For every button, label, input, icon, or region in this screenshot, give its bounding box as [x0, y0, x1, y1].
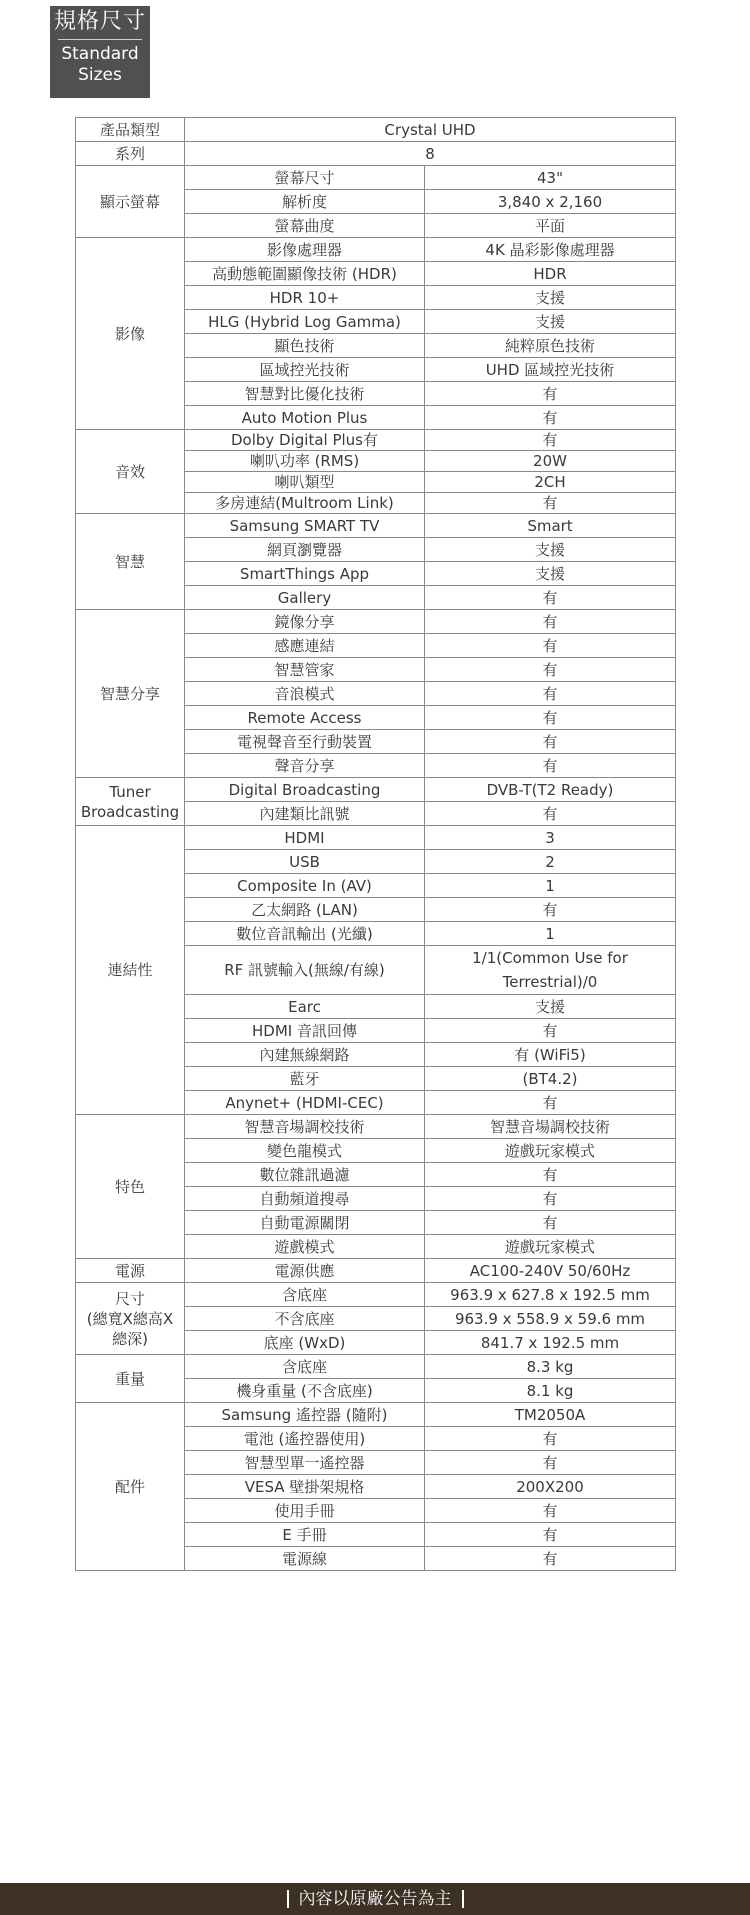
spec-value-cell: 支援	[425, 538, 676, 562]
spec-value-cell: 1	[425, 874, 676, 898]
spec-value-cell: 3	[425, 826, 676, 850]
spec-label-cell: 底座 (WxD)	[185, 1331, 425, 1355]
spec-label-cell: 數位雜訊過濾	[185, 1163, 425, 1187]
spec-label-cell: VESA 壁掛架規格	[185, 1475, 425, 1499]
spec-value-cell: 20W	[425, 451, 676, 472]
spec-value-cell: 有	[425, 1019, 676, 1043]
spec-value-cell: 有	[425, 586, 676, 610]
cell-line: 1/1(Common Use for	[472, 949, 628, 967]
spec-label-cell: 電視聲音至行動裝置	[185, 730, 425, 754]
spec-value-cell: 有	[425, 802, 676, 826]
spec-label-cell: 變色龍模式	[185, 1139, 425, 1163]
category-cell: 重量	[76, 1355, 185, 1403]
spec-label-cell: Earc	[185, 995, 425, 1019]
spec-value-cell: 有	[425, 1451, 676, 1475]
spec-value-cell: 支援	[425, 310, 676, 334]
spec-value-cell: 4K 晶彩影像處理器	[425, 238, 676, 262]
spec-label-cell: 感應連結	[185, 634, 425, 658]
spec-row	[76, 1259, 676, 1283]
spec-label-cell: 影像處理器	[185, 238, 425, 262]
spec-row	[76, 514, 676, 538]
spec-value-cell: 智慧音場調校技術	[425, 1115, 676, 1139]
spec-row	[76, 826, 676, 850]
spec-row	[76, 430, 676, 451]
spec-value-cell: DVB-T(T2 Ready)	[425, 778, 676, 802]
category-cell: 配件	[76, 1403, 185, 1571]
cell-line: Tuner	[109, 782, 151, 801]
spec-label-cell: 顯色技術	[185, 334, 425, 358]
cell-line: Broadcasting	[80, 802, 180, 821]
spec-row	[76, 1355, 676, 1379]
spec-label-cell: 藍牙	[185, 1067, 425, 1091]
spec-value-cell: 有	[425, 1523, 676, 1547]
spec-value-cell: 有	[425, 382, 676, 406]
category-cell: 系列	[76, 142, 185, 166]
category-cell: 顯示螢幕	[76, 166, 185, 238]
spec-value-cell: (BT4.2)	[425, 1067, 676, 1091]
spec-value-cell: HDR	[425, 262, 676, 286]
spec-value-cell: Smart	[425, 514, 676, 538]
cell-line: 總深)	[112, 1329, 148, 1348]
badge-title-en-line2: Sizes	[78, 65, 122, 85]
spec-label-cell: E 手冊	[185, 1523, 425, 1547]
spec-value-cell: 支援	[425, 995, 676, 1019]
spec-value-cell: 有	[425, 1499, 676, 1523]
category-cell: 影像	[76, 238, 185, 430]
spec-label-cell: 內建類比訊號	[185, 802, 425, 826]
badge-title-en-line1: Standard	[61, 44, 139, 64]
spec-row	[76, 118, 676, 142]
spec-badge	[50, 6, 150, 98]
spec-row	[76, 238, 676, 262]
spec-value-cell: 有	[425, 682, 676, 706]
spec-value-cell: 有	[425, 1427, 676, 1451]
spec-value-cell: 有	[425, 634, 676, 658]
category-cell	[76, 778, 185, 826]
spec-label-cell: 電池 (遙控器使用)	[185, 1427, 425, 1451]
spec-value-cell: TM2050A	[425, 1403, 676, 1427]
value-cell: 8	[185, 142, 676, 166]
category-cell	[76, 1283, 185, 1355]
spec-label-cell: 智慧對比優化技術	[185, 382, 425, 406]
spec-value-cell: 有	[425, 706, 676, 730]
spec-value-cell: 有 (WiFi5)	[425, 1043, 676, 1067]
spec-label-cell: 自動頻道搜尋	[185, 1187, 425, 1211]
spec-row	[76, 1283, 676, 1307]
spec-label-cell: HDR 10+	[185, 286, 425, 310]
spec-label-cell: Samsung SMART TV	[185, 514, 425, 538]
spec-value-cell: UHD 區域控光技術	[425, 358, 676, 382]
spec-value-cell: 8.3 kg	[425, 1355, 676, 1379]
footer-note: 內容以原廠公告為主	[298, 1889, 452, 1909]
value-cell: Crystal UHD	[185, 118, 676, 142]
spec-label-cell: 電源線	[185, 1547, 425, 1571]
spec-table-body	[76, 118, 676, 1571]
spec-label-cell: 網頁瀏覽器	[185, 538, 425, 562]
spec-label-cell: 遊戲模式	[185, 1235, 425, 1259]
spec-label-cell: 自動電源關閉	[185, 1211, 425, 1235]
spec-label-cell: Composite In (AV)	[185, 874, 425, 898]
spec-value-cell: 963.9 x 627.8 x 192.5 mm	[425, 1283, 676, 1307]
spec-label-cell: Gallery	[185, 586, 425, 610]
spec-label-cell: 喇叭功率 (RMS)	[185, 451, 425, 472]
spec-label-cell: 不含底座	[185, 1307, 425, 1331]
spec-row	[76, 142, 676, 166]
spec-label-cell: 音浪模式	[185, 682, 425, 706]
category-cell: 連結性	[76, 826, 185, 1115]
spec-value-cell: 平面	[425, 214, 676, 238]
spec-label-cell: RF 訊號輸入(無線/有線)	[185, 946, 425, 995]
spec-row	[76, 1115, 676, 1139]
spec-label-cell: 使用手冊	[185, 1499, 425, 1523]
spec-label-cell: 機身重量 (不含底座)	[185, 1379, 425, 1403]
spec-label-cell: 含底座	[185, 1283, 425, 1307]
spec-value-cell: 有	[425, 1211, 676, 1235]
spec-label-cell: Remote Access	[185, 706, 425, 730]
spec-label-cell: 解析度	[185, 190, 425, 214]
badge-divider	[58, 39, 142, 40]
spec-label-cell: 智慧型單一遙控器	[185, 1451, 425, 1475]
spec-value-cell: 有	[425, 754, 676, 778]
spec-label-cell: HDMI 音訊回傳	[185, 1019, 425, 1043]
spec-value-cell: 有	[425, 898, 676, 922]
spec-label-cell: 高動態範圍顯像技術 (HDR)	[185, 262, 425, 286]
spec-value-cell: 純粹原色技術	[425, 334, 676, 358]
category-cell: 智慧分享	[76, 610, 185, 778]
spec-label-cell: 智慧管家	[185, 658, 425, 682]
spec-label-cell: 喇叭類型	[185, 472, 425, 493]
cell-line: Terrestrial)/0	[502, 973, 598, 991]
spec-value-cell: 有	[425, 493, 676, 514]
spec-value-cell: 遊戲玩家模式	[425, 1139, 676, 1163]
spec-value-cell	[425, 946, 676, 995]
spec-value-cell: AC100-240V 50/60Hz	[425, 1259, 676, 1283]
spec-value-cell: 841.7 x 192.5 mm	[425, 1331, 676, 1355]
spec-value-cell: 有	[425, 430, 676, 451]
spec-label-cell: SmartThings App	[185, 562, 425, 586]
spec-value-cell: 有	[425, 1187, 676, 1211]
spec-value-cell: 963.9 x 558.9 x 59.6 mm	[425, 1307, 676, 1331]
spec-row	[76, 166, 676, 190]
spec-label-cell: 電源供應	[185, 1259, 425, 1283]
spec-label-cell: 內建無線網路	[185, 1043, 425, 1067]
spec-label-cell: 區域控光技術	[185, 358, 425, 382]
spec-label-cell: USB	[185, 850, 425, 874]
spec-value-cell: 支援	[425, 562, 676, 586]
spec-label-cell: Auto Motion Plus	[185, 406, 425, 430]
spec-label-cell: 含底座	[185, 1355, 425, 1379]
spec-value-cell: 有	[425, 1163, 676, 1187]
spec-label-cell: 智慧音場調校技術	[185, 1115, 425, 1139]
footer-divider-left	[287, 1890, 289, 1908]
spec-value-cell: 1	[425, 922, 676, 946]
footer-bar	[0, 1883, 750, 1915]
category-cell: 智慧	[76, 514, 185, 610]
cell-line: (總寬X總高X	[86, 1309, 174, 1328]
spec-label-cell: Digital Broadcasting	[185, 778, 425, 802]
cell-line: 尺寸	[114, 1289, 145, 1308]
spec-value-cell: 遊戲玩家模式	[425, 1235, 676, 1259]
category-cell: 電源	[76, 1259, 185, 1283]
spec-label-cell: 多房連結(Multroom Link)	[185, 493, 425, 514]
spec-value-cell: 有	[425, 730, 676, 754]
spec-value-cell: 43"	[425, 166, 676, 190]
spec-label-cell: 數位音訊輸出 (光纖)	[185, 922, 425, 946]
spec-label-cell: Anynet+ (HDMI-CEC)	[185, 1091, 425, 1115]
spec-label-cell: 聲音分享	[185, 754, 425, 778]
spec-value-cell: 有	[425, 1547, 676, 1571]
spec-value-cell: 200X200	[425, 1475, 676, 1499]
spec-value-cell: 有	[425, 406, 676, 430]
category-cell: 特色	[76, 1115, 185, 1259]
spec-label-cell: 乙太網路 (LAN)	[185, 898, 425, 922]
category-cell: 音效	[76, 430, 185, 514]
spec-value-cell: 有	[425, 1091, 676, 1115]
spec-value-cell: 2CH	[425, 472, 676, 493]
spec-label-cell: HDMI	[185, 826, 425, 850]
spec-value-cell: 支援	[425, 286, 676, 310]
spec-value-cell: 8.1 kg	[425, 1379, 676, 1403]
spec-label-cell: Dolby Digital Plus有	[185, 430, 425, 451]
badge-title-zh: 規格尺寸	[53, 9, 146, 34]
spec-label-cell: Samsung 遙控器 (隨附)	[185, 1403, 425, 1427]
spec-value-cell: 2	[425, 850, 676, 874]
spec-value-cell: 有	[425, 658, 676, 682]
spec-table	[75, 117, 676, 1571]
spec-row	[76, 610, 676, 634]
category-cell: 產品類型	[76, 118, 185, 142]
spec-value-cell: 有	[425, 610, 676, 634]
spec-row	[76, 778, 676, 802]
spec-label-cell: 鏡像分享	[185, 610, 425, 634]
footer-divider-right	[462, 1890, 464, 1908]
spec-label-cell: 螢幕尺寸	[185, 166, 425, 190]
spec-value-cell: 3,840 x 2,160	[425, 190, 676, 214]
spec-label-cell: 螢幕曲度	[185, 214, 425, 238]
spec-row	[76, 1403, 676, 1427]
spec-label-cell: HLG (Hybrid Log Gamma)	[185, 310, 425, 334]
